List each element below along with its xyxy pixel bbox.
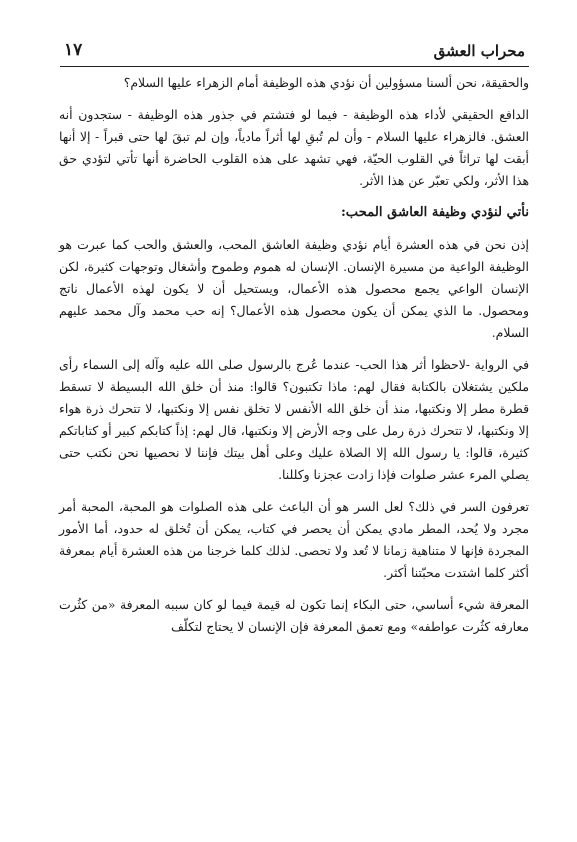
- paragraph-2: الدافع الحقيقي لأداء هذه الوظيفة - فيما لو فتشتم في جذور هذه الوظيفة - ستجدون أنه العشق. فالزهراء عليها السلام - وأن لم تُبقِ لها أثراً مادياً، وإن لم تبقَ لها حتى قبراً - إلا أنها أبقت لها تراثاً في القلوب الحيّة، فهي تشهد على هذه القلوب الحاضرة أنها تأتي لتؤدي حق هذا الأثر، ولكي تعبّر عن هذا الأثر.: [59, 107, 529, 188]
- section-heading: نأتي لنؤدي وظيفة العاشق المحب:: [340, 205, 529, 220]
- paragraph-6: المعرفة شيء أساسي، حتى البكاء إنما تكون له قيمة فيما لو كان سببه المعرفة «من كثُرت معارفه كثُرت عواطفه» ومع تعمق المعرفة فإن الإنسان لا يحتاج لتكلّف: [59, 597, 529, 634]
- paragraph-1: والحقيقة، نحن ألسنا مسؤولين أن نؤدي هذه الوظيفة أمام الزهراء عليها السلام؟: [123, 75, 529, 90]
- page-body: [59, 72, 529, 648]
- paragraph-5: تعرفون السر في ذلك؟ لعل السر هو أن الباعث على هذه الصلوات هو المحبة، المحبة أمر مجرد ولا يُحد، المطر مادي يمكن أن يحصر في كتاب، يمكن أن تُخلق له حدود، أما الأمور المجردة فإنها لا متناهية زمانا لا تُعد ولا تحصى. لذلك كلما خرجنا من هذه العشرة أيام بمعرفة أكثر كلما اشتدت محبّتنا أكثر.: [59, 499, 529, 580]
- page-number: ١٧: [64, 40, 83, 60]
- running-title: محراب العشق: [433, 42, 525, 60]
- paragraph-3: إذن نحن في هذه العشرة أيام نؤدي وظيفة العاشق المحب، والعشق والحب كما عبرت هو الوظيفة الواعية من مسيرة الإنسان. الإنسان له هموم وطموح وأشغال وتوجهات كثيرة، لكن الإنسان الواعي يجمع محصول هذه الأعمال، ويستحيل أن لا يكون لهذه الأعمال ناتج ومحصول. ما الذي يمكن أن يكون محصول هذه الأعمال؟ إنه حب محمد وآل محمد عليهم السلام.: [59, 237, 529, 340]
- paragraph-4: في الرواية -لاحظوا أثر هذا الحب- عندما عُرج بالرسول صلى الله عليه وآله إلى السماء رأى ملكين يشتغلان بالكتابة فقال لهم: ماذا تكتبون؟ قالوا: منذ أن خلق الله البسيطة لا تسقط قطرة مطر إلا ونكتبها، منذ أن خلق الله الأنفس لا تخلق نفس إلا ونكتبها، لا تتحرك ذرة هواء إلا ونكتبها، لا تتحرك ذرة رمل على وجه الأرض إلا ونكتبها، قال لهم: إذاً كتابكم كبير أو كتاباتكم كثيرة، قالوا: يا رسول الله إلا الصلاة عليك وعلى أهل بيتك فإننا لا نحصيها نحن نكتب حتى يصلي المرء عشر صلوات فإذا زادت عجزنا وكللنا.: [59, 357, 529, 482]
- page-header: [60, 38, 529, 67]
